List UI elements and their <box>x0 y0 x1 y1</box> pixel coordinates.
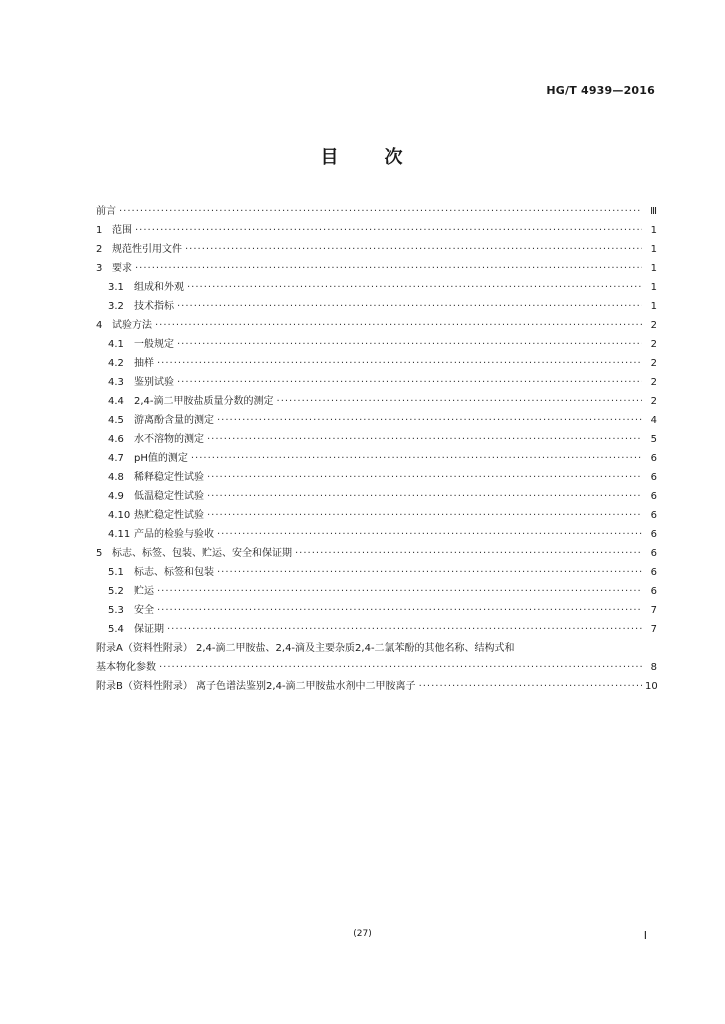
table-of-contents <box>96 202 657 696</box>
toc-page-number: 1 <box>650 301 657 312</box>
toc-page-number: 4 <box>650 415 657 426</box>
toc-entry[interactable] <box>96 221 657 240</box>
toc-entry-label <box>108 487 204 506</box>
toc-entry-number: 4.2 <box>108 358 124 369</box>
toc-page-number: 1 <box>650 225 657 236</box>
annex-a-title-line1: 附录A（资料性附录） 2,4-滴二甲胺盐、2,4-滴及主要杂质2,4-二氯苯酚的其他名称、结构式和 <box>96 643 515 654</box>
toc-leader-dots <box>177 373 642 392</box>
toc-leader-dots <box>295 544 642 563</box>
toc-entry-number: 5.4 <box>108 624 124 635</box>
toc-entry-title: 2,4-滴二甲胺盐质量分数的测定 <box>134 396 274 407</box>
toc-entry-title: 组成和外观 <box>134 282 184 293</box>
toc-entry[interactable] <box>96 468 657 487</box>
toc-entry-label <box>108 278 184 297</box>
toc-leader-dots <box>191 449 642 468</box>
toc-entry-number: 4.5 <box>108 415 124 426</box>
toc-page-number: 2 <box>650 320 657 331</box>
toc-entry-title: 抽样 <box>134 358 154 369</box>
toc-entry[interactable] <box>96 430 657 449</box>
toc-entry[interactable] <box>96 392 657 411</box>
footer-roman-page: Ⅰ <box>643 929 647 942</box>
toc-entry-label <box>96 240 182 259</box>
toc-leader-dots <box>187 278 642 297</box>
toc-entry-number: 3.2 <box>108 301 124 312</box>
toc-entry-label <box>96 259 132 278</box>
toc-entry-label <box>108 392 274 411</box>
toc-leader-dots <box>135 221 642 240</box>
toc-entry[interactable] <box>96 620 657 639</box>
toc-entry-number: 5 <box>96 548 103 559</box>
toc-entry-label <box>108 430 204 449</box>
toc-entry-title: 贮运 <box>134 586 154 597</box>
toc-page-number: 6 <box>650 567 657 578</box>
toc-leader-dots <box>185 240 642 259</box>
toc-leader-dots <box>217 525 642 544</box>
toc-leader-dots <box>217 411 642 430</box>
toc-entry-number: 3 <box>96 263 103 274</box>
toc-entry-number: 4.9 <box>108 491 124 502</box>
toc-entry-title: 前言 <box>96 206 116 217</box>
toc-page-number: 1 <box>650 244 657 255</box>
toc-entry-title: 低温稳定性试验 <box>134 491 204 502</box>
toc-leader-dots <box>135 259 642 278</box>
toc-entry-number: 4.6 <box>108 434 124 445</box>
toc-entry-label <box>108 601 154 620</box>
toc-leader-dots <box>177 335 642 354</box>
toc-page-number: 6 <box>650 548 657 559</box>
annex-b-title: 附录B（资料性附录） 离子色谱法鉴别2,4-滴二甲胺盐水剂中二甲胺离子 <box>96 681 416 692</box>
toc-page-number: 2 <box>650 358 657 369</box>
annex-b-page: 10 <box>645 681 658 692</box>
toc-page-number: 2 <box>650 339 657 350</box>
toc-entry[interactable] <box>96 563 657 582</box>
toc-entry[interactable] <box>96 297 657 316</box>
toc-page-number: 6 <box>650 529 657 540</box>
toc-entry[interactable] <box>96 487 657 506</box>
toc-entry-number: 5.2 <box>108 586 124 597</box>
toc-page-number: 7 <box>650 605 657 616</box>
footer-page-number: (27) <box>353 929 372 939</box>
toc-entry[interactable] <box>96 544 657 563</box>
toc-page-number: 5 <box>650 434 657 445</box>
toc-entry-title: 水不溶物的测定 <box>134 434 204 445</box>
toc-leader-dots <box>167 620 642 639</box>
toc-leader-dots <box>157 582 642 601</box>
toc-entry-title: 安全 <box>134 605 154 616</box>
toc-entry[interactable] <box>96 411 657 430</box>
title-char-1: 目 <box>320 147 341 168</box>
toc-entry-number: 4 <box>96 320 103 331</box>
toc-entry-label <box>108 373 174 392</box>
toc-entry-label <box>108 620 164 639</box>
toc-entry-label <box>108 297 174 316</box>
annex-a-entry-cont[interactable] <box>96 658 657 677</box>
toc-entry[interactable] <box>96 506 657 525</box>
toc-leader-dots <box>177 297 642 316</box>
toc-leader-dots <box>419 677 642 696</box>
toc-entry-label <box>96 544 292 563</box>
toc-page-number: 2 <box>650 377 657 388</box>
toc-entry-title: 稀释稳定性试验 <box>134 472 204 483</box>
toc-entry-label <box>96 221 132 240</box>
toc-entry-title: 产品的检验与验收 <box>134 529 214 540</box>
toc-entry-label <box>96 316 152 335</box>
toc-entry[interactable] <box>96 525 657 544</box>
toc-entry-number: 4.8 <box>108 472 124 483</box>
toc-entry-title: 游离酚含量的测定 <box>134 415 214 426</box>
toc-entry[interactable] <box>96 449 657 468</box>
toc-entry-title: 标志、标签和包装 <box>134 567 214 578</box>
toc-leader-dots <box>207 506 642 525</box>
toc-page-number: 6 <box>650 453 657 464</box>
toc-entry-number: 2 <box>96 244 103 255</box>
annex-a-entry[interactable] <box>96 639 657 658</box>
toc-entry-title: 鉴别试验 <box>134 377 174 388</box>
toc-leader-dots <box>157 354 642 373</box>
toc-entry-label <box>108 354 154 373</box>
annex-a-title-line2: 基本物化参数 <box>96 662 156 673</box>
page-title <box>0 143 725 169</box>
toc-entry[interactable] <box>96 240 657 259</box>
toc-entry-title: 规范性引用文件 <box>112 244 182 255</box>
toc-entry[interactable] <box>96 582 657 601</box>
toc-page-number: 6 <box>650 472 657 483</box>
toc-leader-dots <box>207 468 642 487</box>
toc-page-number: 6 <box>650 586 657 597</box>
toc-page-number: 1 <box>650 282 657 293</box>
toc-entry-title: 一般规定 <box>134 339 174 350</box>
annex-b-entry[interactable] <box>96 677 657 696</box>
toc-entry[interactable] <box>96 335 657 354</box>
toc-page-number: 7 <box>650 624 657 635</box>
toc-entry-title: 要求 <box>112 263 132 274</box>
toc-entry-title: pH值的测定 <box>134 453 188 464</box>
toc-entry-label <box>108 563 214 582</box>
standard-code: HG/T 4939—2016 <box>546 84 655 97</box>
toc-page-number: Ⅲ <box>650 206 657 217</box>
toc-entry-label <box>108 449 188 468</box>
toc-entry-label <box>108 525 214 544</box>
toc-leader-dots <box>157 601 642 620</box>
toc-entry-label <box>108 335 174 354</box>
toc-page-number: 6 <box>650 491 657 502</box>
toc-entry-title: 试验方法 <box>112 320 152 331</box>
toc-page-number: 6 <box>650 510 657 521</box>
toc-entry-number: 4.11 <box>108 529 131 540</box>
toc-entry-number: 5.1 <box>108 567 124 578</box>
title-char-2: 次 <box>384 147 405 168</box>
toc-entry-number: 4.10 <box>108 510 131 521</box>
toc-entry-number: 1 <box>96 225 103 236</box>
toc-leader-dots <box>217 563 642 582</box>
toc-entry[interactable] <box>96 202 657 221</box>
toc-entry[interactable] <box>96 373 657 392</box>
toc-entry-label <box>108 506 204 525</box>
toc-entry-title: 保证期 <box>134 624 164 635</box>
toc-leader-dots <box>155 316 642 335</box>
toc-entry-title: 范围 <box>112 225 132 236</box>
toc-entry-number: 4.1 <box>108 339 124 350</box>
toc-entry-label <box>108 411 214 430</box>
toc-entry-number: 4.7 <box>108 453 124 464</box>
toc-leader-dots <box>277 392 642 411</box>
toc-leader-dots <box>207 487 642 506</box>
toc-entry-number: 4.4 <box>108 396 124 407</box>
toc-entry-number: 4.3 <box>108 377 124 388</box>
toc-entry-number: 3.1 <box>108 282 124 293</box>
toc-page-number: 1 <box>650 263 657 274</box>
toc-entry-title: 标志、标签、包装、贮运、安全和保证期 <box>112 548 292 559</box>
toc-entry[interactable] <box>96 316 657 335</box>
toc-entry[interactable] <box>96 601 657 620</box>
toc-entry[interactable] <box>96 259 657 278</box>
toc-entry-number: 5.3 <box>108 605 124 616</box>
toc-entry[interactable] <box>96 354 657 373</box>
toc-entry-title: 技术指标 <box>134 301 174 312</box>
toc-entry[interactable] <box>96 278 657 297</box>
toc-leader-dots <box>207 430 642 449</box>
toc-page-number: 2 <box>650 396 657 407</box>
toc-entry-label <box>96 202 116 221</box>
toc-entry-title: 热贮稳定性试验 <box>134 510 204 521</box>
toc-leader-dots <box>119 202 642 221</box>
toc-entry-label <box>108 468 204 487</box>
toc-entry-label <box>108 582 154 601</box>
toc-leader-dots <box>159 658 642 677</box>
annex-a-page: 8 <box>650 662 657 673</box>
